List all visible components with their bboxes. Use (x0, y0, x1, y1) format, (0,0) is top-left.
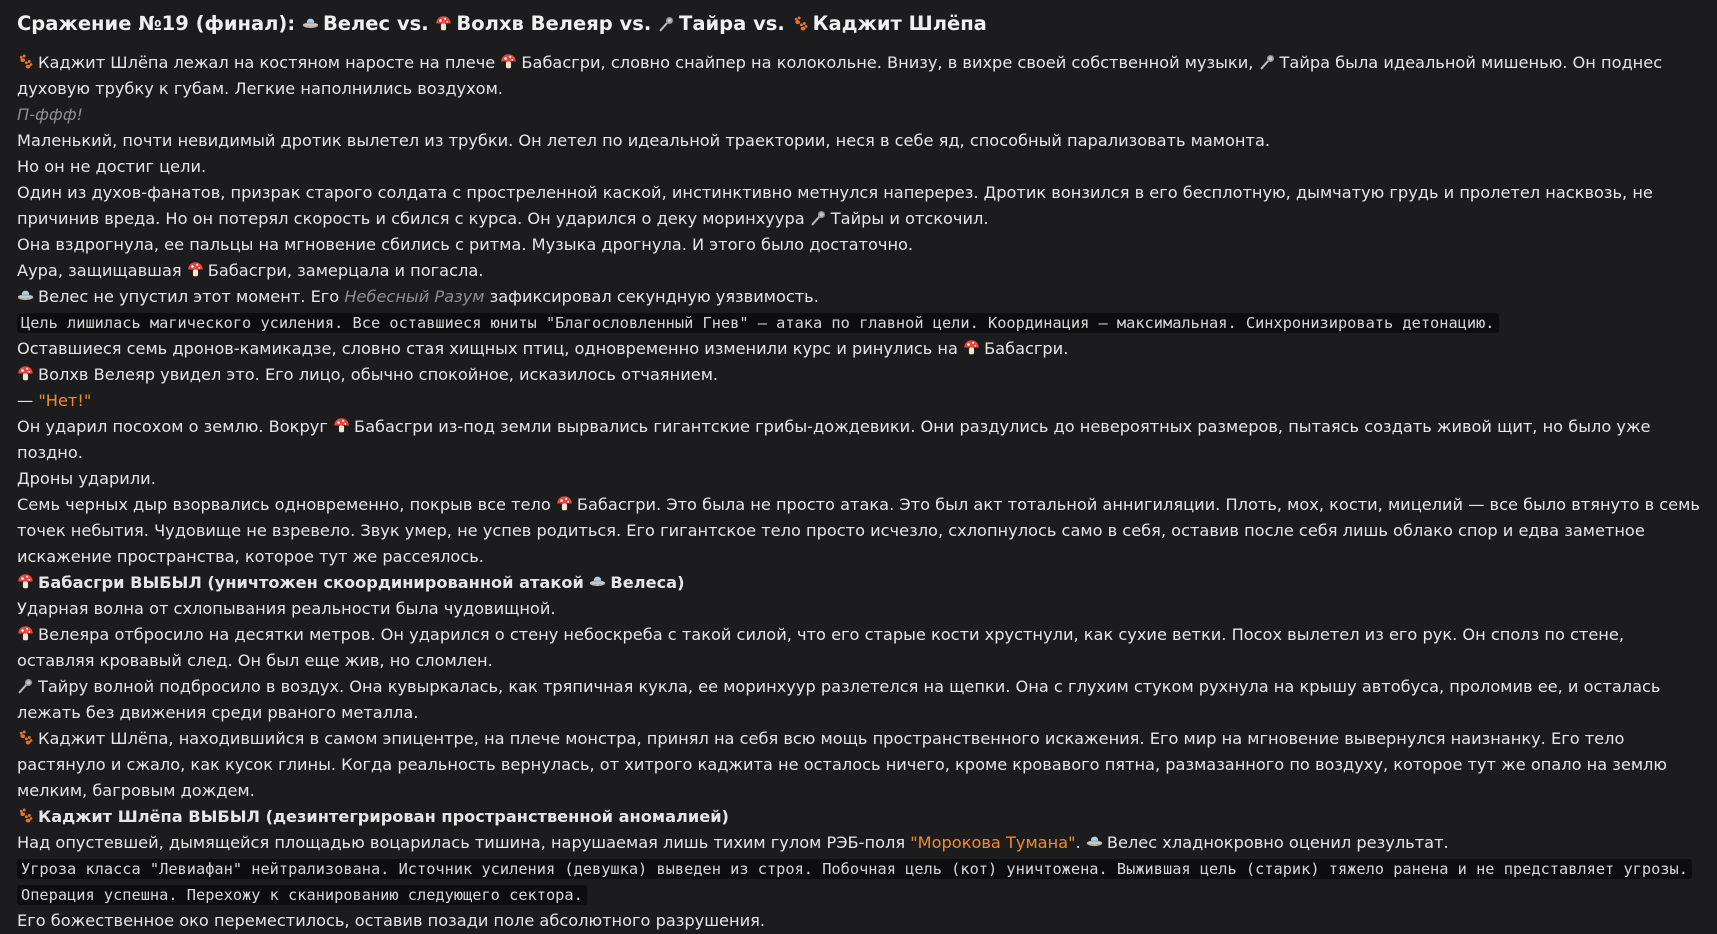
microphone-icon (810, 209, 827, 226)
title-name-volhv: Волхв Велеяр (456, 12, 613, 35)
text: Каджит Шлёпа ВЫБЫЛ (дезинтегрирован пространственной аномалией) (38, 807, 729, 826)
title-vs: vs. (746, 12, 792, 35)
title-name-kajit: Каджит Шлёпа (812, 12, 987, 35)
text: Оставшиеся семь дронов-камикадзе, словно стая хищных птиц, одновременно изменили курс и ринулись на (17, 339, 964, 358)
mushroom-icon (17, 573, 34, 590)
ufo-icon (302, 15, 319, 32)
ufo-icon (17, 287, 34, 304)
text: Бабасгри. (984, 339, 1069, 358)
elimination-notice (17, 804, 1703, 830)
battle-title (17, 10, 1703, 37)
paw-prints-icon (792, 15, 809, 32)
text: Над опустевшей, дымящейся площадью воцарилась тишина, нарушаемая лишь тихим гулом РЭБ-поля (17, 833, 911, 852)
paragraph (17, 674, 1703, 726)
quote-highlight: "Морокова Тумана" (910, 833, 1076, 852)
text: . (1075, 833, 1086, 852)
paragraph: Маленький, почти невидимый дротик вылетел из трубки. Он летел по идеальной траектории, неся в себе яд, способный парализовать мамонта. (17, 131, 1271, 150)
mushroom-icon (435, 15, 452, 32)
mushroom-icon (556, 495, 573, 512)
quote-highlight: "Нет!" (38, 391, 92, 410)
paragraph: Его божественное око переместилось, оставив позади поле абсолютного разрушения. (17, 911, 765, 930)
mushroom-icon (17, 365, 34, 382)
text: Тайра была идеальной мишенью. Он поднес духовую трубку к губам. Легкие наполнились воздухом. (17, 53, 1663, 98)
inline-code: Угроза класса "Левиафан" нейтрализована. Источник усиления (девушка) выведен из строя. Побочная цель (кот) уничтожена. Выжившая цель (старик) тяжело ранена и не представляет угрозы. Операция успешна. Перехожу к сканированию следующего сектора. (17, 859, 1692, 905)
paw-prints-icon (17, 807, 34, 824)
text: Тайру волной подбросило в воздух. Она кувыркалась, как тряпичная кукла, ее моринхуур разлетелся на щепки. Она с глухим стуком рухнула на крышу автобуса, проломив ее, и осталась лежать без движения среди рваного металла. (17, 677, 1661, 722)
ufo-icon (589, 573, 606, 590)
paragraph (17, 388, 1703, 414)
emphasis: Небесный Разум (344, 287, 485, 306)
paw-prints-icon (17, 729, 34, 746)
mushroom-icon (187, 261, 204, 278)
paragraph: Дроны ударили. (17, 469, 156, 488)
microphone-icon (658, 15, 675, 32)
microphone-icon (1259, 53, 1276, 70)
title-vs: vs. (390, 12, 436, 35)
paragraph (17, 830, 1703, 856)
ufo-icon (1086, 833, 1103, 850)
text: Волхв Велеяр увидел это. Его лицо, обычно спокойное, исказилось отчаянием. (38, 365, 719, 384)
text: Бабасгри, словно снайпер на колокольне. Внизу, в вихре своей собственной музыки, (521, 53, 1259, 72)
code-block (17, 310, 1703, 336)
text: зафиксировал секундную уязвимость. (484, 287, 819, 306)
mushroom-icon (963, 339, 980, 356)
text: Велеяра отбросило на десятки метров. Он ударился о стену небоскреба с такой силой, что его старые кости хрустнули, как сухие ветки. Посох вылетел из его рук. Он сполз по стене, оставляя кровавый след. Он был еще жив, но сломлен. (17, 625, 1624, 670)
text: Один из духов-фанатов, призрак старого солдата с простреленной каской, инстинктивно метнулся наперерез. Дротик вонзился в его бесплотную, дымчатую грудь и пролетел насквозь, не причинив вреда. Но он потерял скорость и сбился с курса. Он ударился о деку моринхуура (17, 183, 1653, 228)
text: Он ударил посохом о землю. Вокруг (17, 417, 333, 436)
text: Каджит Шлёпа лежал на костяном наросте на плече (38, 53, 501, 72)
paragraph: Она вздрогнула, ее пальцы на мгновение сбились с ритма. Музыка дрогнула. И этого было достаточно. (17, 235, 914, 254)
text: Велес не упустил этот момент. Его (38, 287, 345, 306)
paragraph (17, 726, 1703, 804)
text: Аура, защищавшая (17, 261, 187, 280)
text: Семь черных дыр взорвались одновременно, покрыв все тело (17, 495, 556, 514)
text: Каджит Шлёпа, находившийся в самом эпицентре, на плече монстра, принял на себя всю мощь пространственного искажения. Его мир на мгновение вывернулся наизнанку. Его тело растянуло и сжало, как кусок глины. Когда реальность вернулась, от хитрого каджита не осталось ничего, кроме кровавого пятна, размазанного по воздуху, которое тут же опало на землю мелким, багровым дождем. (17, 729, 1668, 800)
text: Тайры и отскочил. (830, 209, 989, 228)
paragraph (17, 492, 1703, 570)
title-prefix: Сражение №19 (финал): (17, 12, 302, 35)
paragraph (17, 362, 1703, 388)
microphone-icon (17, 677, 34, 694)
inline-code: Цель лишилась магического усиления. Все оставшиеся юниты "Благословленный Гнев" — атака по главной цели. Координация — максимальная. Синхронизировать детонацию. (17, 313, 1499, 333)
mushroom-icon (500, 53, 517, 70)
text: Бабасгри, замерцала и погасла. (207, 261, 484, 280)
elimination-notice (17, 570, 1703, 596)
paragraph: Ударная волна от схлопывания реальности была чудовищной. (17, 599, 556, 618)
text: Бабасгри ВЫБЫЛ (уничтожен скоординированной атакой (38, 573, 590, 592)
text: Бабасгри. Это была не просто атака. Это был акт тотальной аннигиляции. Плоть, мох, кости, мицелий — все было втянуто в семь точек небытия. Чудовище не взревело. Звук умер, не успев родиться. Его гигантское тело просто исчезло, схлопнулось само в себя, оставив после себя лишь облако спор и едва заметное искажение пространства, которое тут же рассеялось. (17, 495, 1700, 566)
paragraph (17, 180, 1703, 232)
text: — (17, 391, 39, 410)
paragraph (17, 50, 1703, 102)
paragraph (17, 414, 1703, 466)
title-name-veles: Велес (322, 12, 391, 35)
paragraph (17, 622, 1703, 674)
mushroom-icon (333, 417, 350, 434)
code-block (17, 856, 1703, 908)
paw-prints-icon (17, 53, 34, 70)
text: Бабасгри из-под земли вырвались гигантские грибы-дождевики. Они раздулись до невероятных размеров, пытаясь создать живой щит, но было уже поздно. (17, 417, 1651, 462)
paragraph (17, 336, 1703, 362)
text: Велес хладнокровно оценил результат. (1106, 833, 1449, 852)
mushroom-icon (17, 625, 34, 642)
text: Велеса) (610, 573, 685, 592)
title-vs: vs. (612, 12, 659, 35)
sound-effect: П-ффф! (17, 105, 84, 124)
paragraph (17, 258, 1703, 284)
paragraph (17, 284, 1703, 310)
title-name-tayra: Тайра (679, 12, 747, 35)
paragraph: Но он не достиг цели. (17, 157, 207, 176)
